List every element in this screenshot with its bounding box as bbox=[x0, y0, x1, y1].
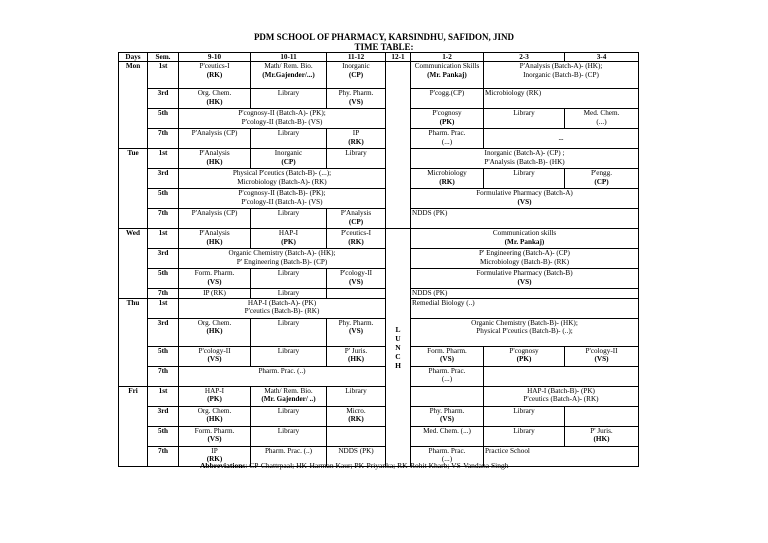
sem-cell: 7th bbox=[148, 289, 179, 298]
table-cell bbox=[251, 149, 327, 169]
teacher: (HK) bbox=[206, 157, 223, 166]
sem-cell: 7th bbox=[148, 209, 179, 229]
table-cell bbox=[411, 346, 484, 366]
table-cell bbox=[565, 406, 639, 426]
table-cell bbox=[179, 149, 251, 169]
table-row bbox=[119, 62, 639, 89]
sem-cell: 1st bbox=[148, 229, 179, 249]
table-cell: P'Analysis (CP) bbox=[179, 129, 251, 149]
table-cell bbox=[484, 62, 639, 89]
timetable bbox=[118, 52, 639, 467]
day-fri: Fri bbox=[119, 386, 148, 466]
table-row bbox=[119, 109, 639, 129]
table-cell bbox=[179, 426, 251, 446]
sem-cell: 7th bbox=[148, 366, 179, 386]
teacher: (Mr. Pankaj) bbox=[504, 237, 545, 246]
sem-cell: 1st bbox=[148, 386, 179, 406]
table-cell bbox=[411, 269, 639, 289]
table-cell bbox=[565, 346, 639, 366]
col-12-1: 12-1 bbox=[386, 53, 411, 62]
subject: HAP-I bbox=[204, 386, 225, 395]
sem-cell: 5th bbox=[148, 269, 179, 289]
subject: Communication Skills bbox=[414, 62, 480, 71]
teacher: (VS) bbox=[349, 97, 363, 106]
subject: P'cology-II (Batch-B)- (VS) bbox=[241, 117, 323, 126]
subject: P'cognosy-II (Batch-A)- (PK); bbox=[238, 109, 326, 118]
subject: Org. Chem. bbox=[197, 89, 232, 98]
subject: Org. Chem. bbox=[197, 406, 232, 415]
lunch-block-2 bbox=[386, 229, 411, 466]
table-row bbox=[119, 129, 639, 149]
subject: P'Analysis bbox=[199, 229, 230, 238]
table-cell bbox=[327, 229, 386, 249]
subject: P' Juris. bbox=[344, 346, 368, 355]
subject: P'cology-II bbox=[339, 269, 373, 278]
table-cell bbox=[179, 386, 251, 406]
sem-cell: 3rd bbox=[148, 89, 179, 109]
table-cell bbox=[179, 89, 251, 109]
day-tue: Tue bbox=[119, 149, 148, 229]
abbreviations-text: : CP-Chattrpaal; HK-Harman Kaur; PK-Priyanka; RK-Rohit Kharb; VS-Vandana Singh bbox=[245, 461, 509, 470]
sem-cell: 1st bbox=[148, 62, 179, 89]
subject: P'Analysis (Batch-B)- (HK) bbox=[484, 157, 565, 166]
table-cell bbox=[411, 406, 484, 426]
table-cell bbox=[565, 109, 639, 129]
lunch-letter: H bbox=[395, 360, 401, 370]
day-thu: Thu bbox=[119, 298, 148, 386]
teacher: (HK) bbox=[206, 414, 223, 423]
table-cell bbox=[327, 426, 386, 446]
table-cell: -- bbox=[484, 129, 639, 149]
table-cell bbox=[411, 366, 484, 386]
teacher: (HK) bbox=[348, 354, 364, 363]
teacher: (VS) bbox=[517, 197, 532, 206]
lunch-letter: C bbox=[395, 351, 401, 361]
table-cell bbox=[484, 346, 565, 366]
subject: Microbiology (Batch-B)- (RK) bbox=[479, 257, 570, 266]
subject: Pharm. Prac. bbox=[428, 446, 466, 455]
table-row bbox=[119, 426, 639, 446]
table-cell: Med. Chem. (...) bbox=[411, 426, 484, 446]
table-cell bbox=[411, 62, 484, 89]
teacher: (Mr.Gajender/...) bbox=[262, 70, 315, 79]
table-cell bbox=[179, 109, 386, 129]
teacher: (VS) bbox=[440, 414, 454, 423]
header-row bbox=[119, 53, 639, 62]
timetable-subtitle: TIME TABLE: bbox=[354, 42, 414, 52]
subject: Formulative Pharmacy (Batch-A) bbox=[476, 189, 573, 198]
lunch-letter: U bbox=[395, 333, 401, 343]
school-title: PDM SCHOOL OF PHARMACY, KARSINDHU, SAFIDON, JIND bbox=[253, 32, 515, 42]
table-cell bbox=[179, 318, 251, 346]
teacher: (CP) bbox=[348, 217, 364, 226]
table-cell bbox=[179, 269, 251, 289]
table-cell: Library bbox=[484, 109, 565, 129]
subject: Microbiology bbox=[427, 169, 467, 178]
table-cell: Pharm. Prac. (..) bbox=[179, 366, 386, 386]
table-cell: Library bbox=[251, 289, 327, 298]
table-cell: Library bbox=[327, 386, 386, 406]
teacher: (VS) bbox=[207, 434, 222, 443]
day-mon: Mon bbox=[119, 62, 148, 149]
teacher: (...) bbox=[441, 374, 453, 383]
teacher: (PK) bbox=[281, 237, 296, 246]
subject: P' Engineering (Batch-B)- (CP) bbox=[236, 257, 328, 266]
table-cell: Library bbox=[327, 149, 386, 169]
teacher: (PK) bbox=[516, 354, 532, 363]
table-cell bbox=[411, 129, 484, 149]
col-10-11: 10-11 bbox=[251, 53, 327, 62]
table-cell bbox=[179, 298, 386, 318]
table-cell bbox=[251, 229, 327, 249]
table-row bbox=[119, 269, 639, 289]
teacher: (VS) bbox=[349, 277, 363, 286]
subject: P'cology-II bbox=[198, 346, 231, 355]
table-row bbox=[119, 149, 639, 169]
lunch-block-1 bbox=[386, 62, 411, 229]
table-row bbox=[119, 229, 639, 249]
table-cell: Library bbox=[251, 129, 327, 149]
col-days: Days bbox=[119, 53, 148, 62]
day-wed: Wed bbox=[119, 229, 148, 298]
subject: Physical P'ceutics (Batch-B)- (...); bbox=[232, 169, 332, 178]
table-row bbox=[119, 209, 639, 229]
table-cell: P'cogg.(CP) bbox=[411, 89, 484, 109]
teacher: (VS) bbox=[349, 326, 363, 335]
table-cell bbox=[411, 229, 639, 249]
table-cell: Library bbox=[251, 318, 327, 346]
sem-cell: 5th bbox=[148, 426, 179, 446]
subject: Med. Chem. bbox=[583, 109, 620, 118]
table-row bbox=[119, 189, 639, 209]
table-cell bbox=[327, 289, 386, 298]
table-cell bbox=[411, 109, 484, 129]
subject: P'ceutics (Batch-B)- (RK) bbox=[244, 306, 320, 315]
teacher: (VS) bbox=[207, 277, 222, 286]
sem-cell: 3rd bbox=[148, 249, 179, 269]
table-row bbox=[119, 318, 639, 346]
table-row bbox=[119, 346, 639, 366]
teacher: (RK) bbox=[348, 414, 364, 423]
subject: P'ceutics-I bbox=[199, 62, 230, 71]
table-cell: Library bbox=[251, 269, 327, 289]
col-1-2: 1-2 bbox=[411, 53, 484, 62]
teacher: (HK) bbox=[206, 237, 223, 246]
subject: Phy. Pharm. bbox=[338, 318, 374, 327]
table-cell: Library bbox=[251, 346, 327, 366]
table-cell bbox=[179, 249, 386, 269]
table-cell: Pharm. Prac. (..) bbox=[251, 446, 327, 466]
lunch-letter: L bbox=[395, 324, 401, 334]
table-cell bbox=[484, 366, 639, 386]
table-cell: Library bbox=[251, 209, 327, 229]
subject: Phy. Pharm. bbox=[338, 89, 374, 98]
subject: Physical P'ceutics (Batch-B)- (..); bbox=[476, 326, 573, 335]
table-row bbox=[119, 89, 639, 109]
sem-cell: 1st bbox=[148, 298, 179, 318]
table-cell: Remedial Biology (..) bbox=[411, 298, 639, 318]
table-cell: Library bbox=[484, 406, 565, 426]
teacher: (PK) bbox=[439, 117, 455, 126]
table-cell bbox=[411, 189, 639, 209]
table-cell bbox=[327, 209, 386, 229]
table-cell bbox=[179, 169, 386, 189]
table-cell bbox=[327, 346, 386, 366]
subject: Pharm. Prac. bbox=[428, 129, 466, 138]
table-cell: NDDS (PK) bbox=[327, 446, 386, 466]
subject: P'cognosy bbox=[509, 346, 539, 355]
subject: Form. Pharm. bbox=[194, 426, 235, 435]
table-cell bbox=[179, 189, 386, 209]
teacher: (CP) bbox=[348, 70, 364, 79]
sem-cell: 5th bbox=[148, 189, 179, 209]
table-cell bbox=[179, 346, 251, 366]
table-row bbox=[119, 289, 639, 298]
subject: P' Engineering (Batch-A)- (CP) bbox=[479, 249, 570, 258]
table-cell: Library bbox=[251, 426, 327, 446]
subject: P'ceutics-I bbox=[340, 229, 372, 238]
subject: Phy. Pharm. bbox=[429, 406, 465, 415]
teacher: (VS) bbox=[517, 277, 532, 286]
col-9-10: 9-10 bbox=[179, 53, 251, 62]
teacher: (HK) bbox=[206, 326, 223, 335]
teacher: (PK) bbox=[207, 394, 222, 403]
table-cell: P'Analysis (CP) bbox=[179, 209, 251, 229]
subject: Microbiology (Batch-A)- (RK) bbox=[237, 177, 327, 186]
teacher: (VS) bbox=[440, 354, 454, 363]
table-cell bbox=[484, 386, 639, 406]
subject: Form. Pharm. bbox=[427, 346, 467, 355]
lunch-letter: N bbox=[395, 342, 401, 352]
subject: P'Analysis bbox=[340, 209, 372, 218]
sem-cell: 1st bbox=[148, 149, 179, 169]
teacher: (CP) bbox=[594, 177, 609, 186]
table-cell bbox=[251, 62, 327, 89]
table-cell: NDDS (PK) bbox=[411, 289, 639, 298]
table-cell bbox=[327, 129, 386, 149]
table-cell bbox=[251, 386, 327, 406]
sem-cell: 3rd bbox=[148, 406, 179, 426]
table-cell bbox=[179, 62, 251, 89]
subject: Micro. bbox=[346, 406, 366, 415]
subject: Pharm. Prac. bbox=[428, 366, 466, 375]
table-row bbox=[119, 169, 639, 189]
table-cell bbox=[327, 318, 386, 346]
abbreviations-note bbox=[200, 461, 508, 470]
table-cell bbox=[327, 89, 386, 109]
subject: IP bbox=[352, 129, 360, 138]
table-cell: NDDS (PK) bbox=[411, 209, 639, 229]
table-cell bbox=[565, 426, 639, 446]
col-3-4: 3-4 bbox=[565, 53, 639, 62]
table-cell: Practice School bbox=[484, 446, 639, 466]
subject: P'cology-II bbox=[585, 346, 618, 355]
table-cell: Library bbox=[251, 89, 327, 109]
table-row bbox=[119, 366, 639, 386]
teacher: (...) bbox=[441, 454, 453, 463]
col-11-12: 11-12 bbox=[327, 53, 386, 62]
subject: Inorganic bbox=[274, 149, 303, 158]
subject: Math/ Rem. Bio. bbox=[264, 62, 313, 71]
table-cell: IP (RK) bbox=[179, 289, 251, 298]
subject: Form. Pharm. bbox=[194, 269, 235, 278]
subject: Inorganic (Batch-B)- (CP) bbox=[523, 70, 599, 79]
teacher: (CP) bbox=[281, 157, 296, 166]
subject: IP bbox=[211, 446, 218, 455]
teacher: (HK) bbox=[206, 97, 223, 106]
table-cell bbox=[179, 406, 251, 426]
teacher: (RK) bbox=[206, 454, 223, 463]
subject: P'cology-II (Batch-A)- (VS) bbox=[241, 197, 323, 206]
table-cell bbox=[411, 169, 484, 189]
subject: HAP-I (Batch-B)- (PK) bbox=[527, 386, 595, 395]
subject: P'Analysis bbox=[199, 149, 230, 158]
table-row bbox=[119, 406, 639, 426]
teacher: (RK) bbox=[439, 177, 455, 186]
teacher: (Mr. Pankaj) bbox=[427, 70, 467, 79]
table-cell bbox=[179, 229, 251, 249]
subject: Organic Chemistry (Batch-B)- (HK); bbox=[471, 318, 578, 327]
table-cell: Library bbox=[251, 406, 327, 426]
col-2-3: 2-3 bbox=[484, 53, 565, 62]
sem-cell: 7th bbox=[148, 446, 179, 466]
subject: P'Analysis (Batch-A)- (HK); bbox=[519, 62, 603, 71]
teacher: (RK) bbox=[206, 70, 223, 79]
sem-cell: 3rd bbox=[148, 169, 179, 189]
table-cell bbox=[411, 386, 484, 406]
subject: Org. Chem. bbox=[197, 318, 232, 327]
subject: Math/ Rem. Bio. bbox=[264, 386, 313, 395]
subject: HAP-I bbox=[278, 229, 299, 238]
table-cell bbox=[565, 169, 639, 189]
teacher: (RK) bbox=[348, 237, 364, 246]
subject: P'ceutics (Batch-A)- (RK) bbox=[523, 394, 599, 403]
table-cell bbox=[411, 249, 639, 269]
sem-cell: 5th bbox=[148, 346, 179, 366]
table-row bbox=[119, 298, 639, 318]
table-cell bbox=[411, 318, 639, 346]
col-sem: Sem. bbox=[148, 53, 179, 62]
subject: P'cognosy-II (Batch-B)- (PK); bbox=[238, 189, 326, 198]
table-cell bbox=[327, 269, 386, 289]
subject: Formulative Pharmacy (Batch-B) bbox=[476, 269, 573, 278]
subject: Inorganic bbox=[342, 62, 370, 71]
teacher: (...) bbox=[441, 137, 453, 146]
table-cell bbox=[327, 62, 386, 89]
table-cell: Library bbox=[484, 426, 565, 446]
subject: Organic Chemistry (Batch-A)- (HK); bbox=[228, 249, 336, 258]
teacher: (HK) bbox=[593, 434, 610, 443]
teacher: (RK) bbox=[348, 137, 364, 146]
sem-cell: 5th bbox=[148, 109, 179, 129]
table-cell: Library bbox=[484, 169, 565, 189]
sem-cell: 7th bbox=[148, 129, 179, 149]
subject: HAP-I (Batch-A)- (PK) bbox=[247, 298, 317, 307]
sem-cell: 3rd bbox=[148, 318, 179, 346]
teacher: (VS) bbox=[594, 354, 609, 363]
subject: Communication skills bbox=[492, 229, 557, 238]
table-row bbox=[119, 386, 639, 406]
subject: P'engg. bbox=[590, 169, 613, 178]
teacher: (Mr. Gajender/ ..) bbox=[261, 394, 316, 403]
table-cell bbox=[411, 149, 639, 169]
table-cell bbox=[327, 406, 386, 426]
abbreviations-label: Abbreviations bbox=[200, 461, 246, 470]
table-cell: Microbiology (RK) bbox=[484, 89, 639, 109]
teacher: (...) bbox=[596, 117, 607, 126]
teacher: (VS) bbox=[207, 354, 222, 363]
table-row bbox=[119, 249, 639, 269]
subject: P' Juris. bbox=[590, 426, 613, 435]
subject: P'cognosy bbox=[432, 109, 462, 118]
subject: Inorganic (Batch-A)- (CP) ; bbox=[484, 149, 565, 158]
